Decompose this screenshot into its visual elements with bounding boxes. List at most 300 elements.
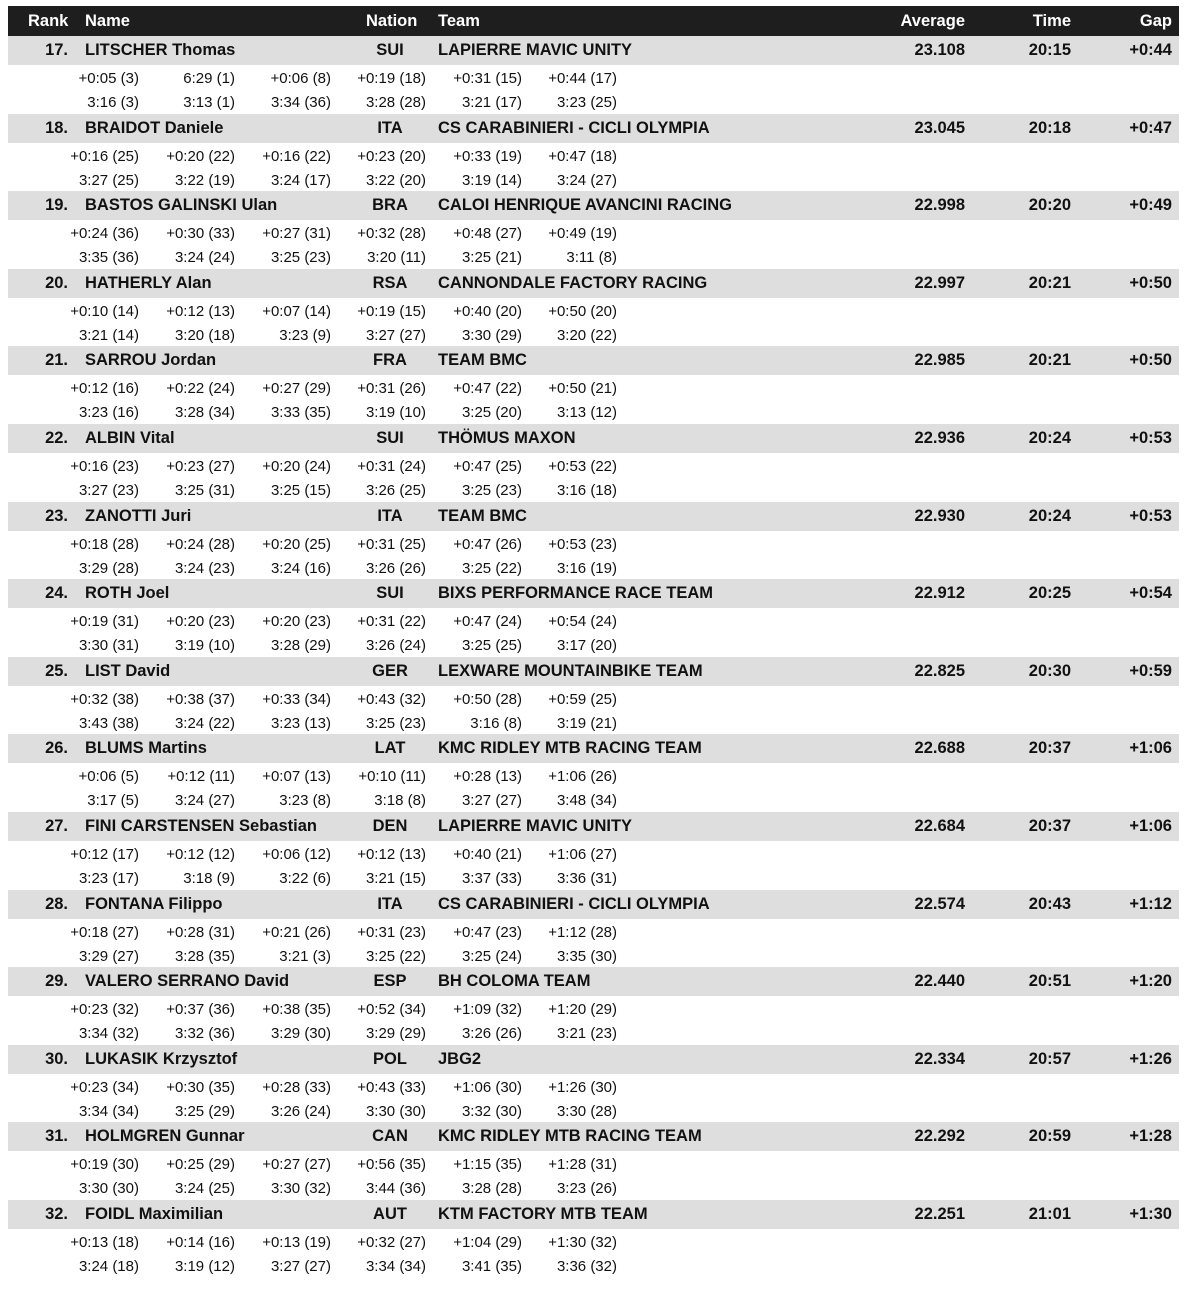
split-gap: +0:23 (34) xyxy=(70,1078,139,1096)
lap-time: 3:11 (8) xyxy=(566,249,617,267)
lap-time: 3:21 (23) xyxy=(556,1025,617,1043)
rider-time: 20:18 xyxy=(1028,118,1071,137)
table-row xyxy=(8,424,1179,453)
rider-team: CS CARABINIERI - CICLI OLYMPIA xyxy=(438,118,710,137)
rider-nation: LAT xyxy=(374,739,406,758)
rider-name: FONTANA Filippo xyxy=(85,894,223,913)
lap-time: 3:35 (30) xyxy=(556,947,617,965)
lap-time: 3:48 (34) xyxy=(556,792,617,810)
lap-time: 3:24 (18) xyxy=(78,1257,139,1275)
lap-time: 3:44 (36) xyxy=(365,1180,426,1198)
split-gap: +0:31 (22) xyxy=(357,613,426,631)
lap-time: 3:21 (17) xyxy=(461,94,522,111)
lap-time: 3:25 (22) xyxy=(461,559,522,577)
header-team: Team xyxy=(438,12,480,30)
lap-time: 3:18 (8) xyxy=(374,792,426,810)
rider-rank: 31. xyxy=(45,1127,68,1146)
rider-name: SARROU Jordan xyxy=(85,351,217,370)
rider-average: 22.251 xyxy=(914,1204,965,1223)
table-row xyxy=(8,812,1179,841)
lap-time: 3:30 (31) xyxy=(78,637,139,655)
split-gap: +0:49 (19) xyxy=(548,225,617,243)
rider-time: 20:37 xyxy=(1028,816,1071,835)
split-gap: +0:23 (27) xyxy=(166,457,235,475)
rider-team: KMC RIDLEY MTB RACING TEAM xyxy=(438,1127,702,1146)
lap-time: 3:13 (12) xyxy=(556,404,617,422)
lap-time: 3:36 (31) xyxy=(556,869,617,887)
rider-team: CALOI HENRIQUE AVANCINI RACING xyxy=(438,196,732,215)
rider-splits xyxy=(8,919,1179,967)
split-gap: +1:06 (30) xyxy=(453,1078,522,1096)
rider-nation: DEN xyxy=(372,816,408,835)
rider-splits xyxy=(8,65,1179,113)
lap-time: 3:27 (23) xyxy=(78,481,139,499)
split-gap: +0:16 (22) xyxy=(262,147,331,165)
rider-time: 20:15 xyxy=(1028,41,1071,59)
split-gap: +0:06 (12) xyxy=(262,845,331,863)
rider-entry xyxy=(8,346,1179,424)
lap-time: 3:24 (23) xyxy=(174,559,235,577)
rider-rank: 19. xyxy=(45,196,68,215)
lap-time: 3:23 (25) xyxy=(556,94,617,111)
rider-splits xyxy=(8,763,1179,811)
rider-nation: CAN xyxy=(372,1127,408,1146)
rider-splits xyxy=(8,298,1179,346)
lap-time: 3:17 (20) xyxy=(556,637,617,655)
rider-average: 22.985 xyxy=(914,351,965,370)
split-gap: +1:09 (32) xyxy=(453,1001,522,1019)
rider-splits xyxy=(8,608,1179,656)
split-gap: +0:12 (16) xyxy=(70,380,139,398)
rider-team: CANNONDALE FACTORY RACING xyxy=(438,273,708,292)
split-gap: +0:27 (29) xyxy=(262,380,331,398)
rider-name: HOLMGREN Gunnar xyxy=(85,1127,245,1146)
rider-rank: 18. xyxy=(45,118,68,137)
rider-average: 23.045 xyxy=(914,118,965,137)
split-gap: +0:21 (26) xyxy=(262,923,331,941)
split-gap: +0:31 (23) xyxy=(357,923,426,941)
rider-name: VALERO SERRANO David xyxy=(85,972,290,991)
rider-gap: +1:20 xyxy=(1129,972,1172,991)
rider-entry xyxy=(8,734,1179,812)
rider-entry xyxy=(8,1045,1179,1123)
rider-rank: 23. xyxy=(45,506,68,525)
rider-average: 22.688 xyxy=(914,739,965,758)
lap-time: 3:25 (15) xyxy=(270,481,331,499)
rider-name: ZANOTTI Juri xyxy=(85,506,192,525)
lap-time: 3:23 (16) xyxy=(78,404,139,422)
rider-team: LAPIERRE MAVIC UNITY xyxy=(438,816,633,835)
split-gap: +0:07 (14) xyxy=(262,302,331,320)
lap-time: 3:26 (24) xyxy=(270,1102,331,1120)
split-gap: +0:20 (24) xyxy=(262,457,331,475)
split-gap: +0:22 (24) xyxy=(166,380,235,398)
split-gap: +0:19 (30) xyxy=(70,1156,139,1174)
lap-time: 3:28 (28) xyxy=(365,94,426,111)
lap-time: 3:24 (24) xyxy=(174,249,235,267)
lap-time: 3:24 (27) xyxy=(556,171,617,189)
lap-time: 3:28 (34) xyxy=(174,404,235,422)
lap-time: 3:22 (6) xyxy=(279,869,331,887)
rider-name: ALBIN Vital xyxy=(85,428,175,447)
rider-rank: 24. xyxy=(45,584,68,603)
lap-time: 3:34 (34) xyxy=(365,1257,426,1275)
split-gap: +0:54 (24) xyxy=(548,613,617,631)
rider-time: 20:30 xyxy=(1028,661,1071,680)
lap-time: 3:27 (27) xyxy=(461,792,522,810)
rider-gap: +0:47 xyxy=(1129,118,1172,137)
lap-time: 3:37 (33) xyxy=(461,869,522,887)
rider-nation: POL xyxy=(373,1049,407,1068)
split-gap: +0:19 (31) xyxy=(70,613,139,631)
rider-entry xyxy=(8,191,1179,269)
split-gap: +1:20 (29) xyxy=(548,1001,617,1019)
split-gap: +1:30 (32) xyxy=(548,1233,617,1251)
rider-gap: +0:50 xyxy=(1129,273,1172,292)
split-gap: +0:20 (23) xyxy=(262,613,331,631)
rider-gap: +1:28 xyxy=(1129,1127,1172,1146)
rider-gap: +0:49 xyxy=(1129,196,1172,215)
rider-average: 22.292 xyxy=(914,1127,965,1146)
lap-time: 3:17 (5) xyxy=(87,792,139,810)
rider-name: LITSCHER Thomas xyxy=(85,41,236,59)
table-row xyxy=(8,114,1179,143)
split-gap: +0:12 (13) xyxy=(357,845,426,863)
lap-time: 3:29 (27) xyxy=(78,947,139,965)
rider-splits xyxy=(8,531,1179,579)
split-gap: +0:12 (13) xyxy=(166,302,235,320)
rider-team: BIXS PERFORMANCE RACE TEAM xyxy=(438,584,714,603)
table-row xyxy=(8,502,1179,531)
split-gap: +0:06 (8) xyxy=(270,70,331,87)
rider-name: BASTOS GALINSKI Ulan xyxy=(85,196,278,215)
rider-average: 22.997 xyxy=(914,273,965,292)
rider-average: 22.684 xyxy=(914,816,965,835)
rider-time: 20:20 xyxy=(1028,196,1071,215)
split-gap: +0:27 (31) xyxy=(262,225,331,243)
lap-time: 3:24 (22) xyxy=(174,714,235,732)
rider-entry xyxy=(8,657,1179,735)
rider-average: 22.912 xyxy=(914,584,965,603)
lap-time: 3:16 (19) xyxy=(556,559,617,577)
rider-gap: +0:59 xyxy=(1129,661,1172,680)
lap-time: 3:24 (17) xyxy=(270,171,331,189)
rider-gap: +1:12 xyxy=(1129,894,1172,913)
rider-rank: 30. xyxy=(45,1049,68,1068)
lap-time: 3:19 (14) xyxy=(461,171,522,189)
split-gap: +1:26 (30) xyxy=(548,1078,617,1096)
split-gap: +0:33 (19) xyxy=(453,147,522,165)
lap-time: 3:16 (8) xyxy=(470,714,522,732)
split-gap: +0:32 (38) xyxy=(70,690,139,708)
lap-time: 3:30 (30) xyxy=(78,1180,139,1198)
rider-entry xyxy=(8,1122,1179,1200)
split-gap: +0:16 (23) xyxy=(70,457,139,475)
rider-team: LAPIERRE MAVIC UNITY xyxy=(438,41,633,59)
table-row xyxy=(8,1200,1179,1229)
rider-nation: SUI xyxy=(376,428,404,447)
lap-time: 3:28 (29) xyxy=(270,637,331,655)
rider-gap: +0:50 xyxy=(1129,351,1172,370)
rider-nation: SUI xyxy=(376,41,404,59)
split-gap: +0:31 (24) xyxy=(357,457,426,475)
rider-gap: +0:53 xyxy=(1129,428,1172,447)
table-row xyxy=(8,579,1179,608)
rider-splits xyxy=(8,996,1179,1044)
rider-nation: SUI xyxy=(376,584,404,603)
rider-name: BRAIDOT Daniele xyxy=(85,118,224,137)
rider-time: 20:43 xyxy=(1028,894,1071,913)
rider-time: 20:37 xyxy=(1028,739,1071,758)
rider-rank: 29. xyxy=(45,972,68,991)
rider-splits xyxy=(8,841,1179,889)
split-gap: +0:14 (16) xyxy=(166,1233,235,1251)
table-row xyxy=(8,657,1179,686)
rider-rank: 32. xyxy=(45,1204,68,1223)
lap-time: 3:29 (30) xyxy=(270,1025,331,1043)
rider-name: ROTH Joel xyxy=(85,584,170,603)
rider-time: 20:24 xyxy=(1028,506,1071,525)
split-gap: +1:15 (35) xyxy=(453,1156,522,1174)
rider-splits xyxy=(8,1074,1179,1122)
lap-time: 3:30 (30) xyxy=(365,1102,426,1120)
rider-nation: ESP xyxy=(373,972,407,991)
lap-time: 3:25 (29) xyxy=(174,1102,235,1120)
rider-list xyxy=(8,36,1179,1278)
rider-splits xyxy=(8,375,1179,423)
lap-time: 3:13 (1) xyxy=(183,94,235,111)
lap-time: 3:20 (11) xyxy=(367,249,426,267)
rider-entry xyxy=(8,424,1179,502)
lap-time: 3:36 (32) xyxy=(556,1257,617,1275)
rider-entry xyxy=(8,967,1179,1045)
lap-time: 3:28 (35) xyxy=(174,947,235,965)
header-average: Average xyxy=(900,12,965,30)
rider-name: HATHERLY Alan xyxy=(85,273,212,292)
split-gap: +0:28 (31) xyxy=(166,923,235,941)
lap-time: 3:24 (25) xyxy=(174,1180,235,1198)
header-time: Time xyxy=(1032,12,1071,30)
rider-entry xyxy=(8,579,1179,657)
lap-time: 3:25 (31) xyxy=(174,481,235,499)
rider-time: 20:57 xyxy=(1028,1049,1071,1068)
split-gap: +0:28 (33) xyxy=(262,1078,331,1096)
lap-time: 3:20 (22) xyxy=(556,326,617,344)
lap-time: 3:41 (35) xyxy=(461,1257,522,1275)
rider-name: LIST David xyxy=(85,661,171,680)
lap-time: 3:30 (29) xyxy=(461,326,522,344)
lap-time: 3:27 (27) xyxy=(270,1257,331,1275)
split-gap: +0:38 (35) xyxy=(262,1001,331,1019)
split-gap: +0:20 (25) xyxy=(262,535,331,553)
rider-nation: ITA xyxy=(377,894,403,913)
rider-team: THÖMUS MAXON xyxy=(438,428,576,447)
lap-time: 3:29 (28) xyxy=(78,559,139,577)
rider-average: 22.936 xyxy=(914,428,965,447)
lap-time: 3:25 (24) xyxy=(461,947,522,965)
rider-team: CS CARABINIERI - CICLI OLYMPIA xyxy=(438,894,710,913)
split-gap: +0:48 (27) xyxy=(453,225,522,243)
split-gap: +0:33 (34) xyxy=(262,690,331,708)
rider-time: 20:21 xyxy=(1028,351,1071,370)
split-gap: +0:37 (36) xyxy=(166,1001,235,1019)
lap-time: 3:20 (18) xyxy=(174,326,235,344)
rider-name: FINI CARSTENSEN Sebastian xyxy=(85,816,317,835)
rider-time: 20:25 xyxy=(1028,584,1071,603)
lap-time: 3:32 (30) xyxy=(461,1102,522,1120)
split-gap: +0:53 (22) xyxy=(548,457,617,475)
split-gap: +0:50 (21) xyxy=(548,380,617,398)
rider-splits xyxy=(8,686,1179,734)
split-gap: +0:50 (28) xyxy=(453,690,522,708)
rider-nation: FRA xyxy=(373,351,407,370)
rider-team: KTM FACTORY MTB TEAM xyxy=(438,1204,648,1223)
rider-rank: 22. xyxy=(45,428,68,447)
split-gap: +0:30 (35) xyxy=(166,1078,235,1096)
lap-time: 3:24 (16) xyxy=(270,559,331,577)
split-gap: +0:19 (18) xyxy=(357,70,426,87)
table-row xyxy=(8,191,1179,220)
lap-time: 3:29 (29) xyxy=(365,1025,426,1043)
lap-time: 3:27 (25) xyxy=(78,171,139,189)
split-gap: +0:13 (18) xyxy=(70,1233,139,1251)
table-header xyxy=(8,6,1179,36)
lap-time: 3:33 (35) xyxy=(270,404,331,422)
header-rank: Rank xyxy=(28,12,69,30)
rider-gap: +0:53 xyxy=(1129,506,1172,525)
rider-entry xyxy=(8,114,1179,192)
split-gap: +1:12 (28) xyxy=(548,923,617,941)
split-gap: +0:32 (28) xyxy=(357,225,426,243)
split-gap: +0:40 (20) xyxy=(453,302,522,320)
lap-time: 3:26 (24) xyxy=(365,637,426,655)
lap-time: 3:23 (8) xyxy=(279,792,331,810)
lap-time: 3:24 (27) xyxy=(174,792,235,810)
split-gap: +0:44 (17) xyxy=(548,70,617,87)
rider-name: BLUMS Martins xyxy=(85,739,207,758)
table-row xyxy=(8,1045,1179,1074)
rider-time: 21:01 xyxy=(1028,1204,1071,1223)
table-row xyxy=(8,36,1179,65)
rider-time: 20:59 xyxy=(1028,1127,1071,1146)
split-gap: +0:50 (20) xyxy=(548,302,617,320)
split-gap: +0:25 (29) xyxy=(166,1156,235,1174)
rider-gap: +1:06 xyxy=(1129,739,1172,758)
split-gap: +1:04 (29) xyxy=(453,1233,522,1251)
rider-gap: +0:54 xyxy=(1129,584,1172,603)
split-gap: +0:47 (25) xyxy=(453,457,522,475)
rider-nation: BRA xyxy=(372,196,408,215)
lap-time: 3:27 (27) xyxy=(365,326,426,344)
rider-time: 20:51 xyxy=(1028,972,1071,991)
split-gap: +0:24 (36) xyxy=(70,225,139,243)
split-gap: +0:31 (25) xyxy=(357,535,426,553)
split-gap: +0:32 (27) xyxy=(357,1233,426,1251)
rider-nation: ITA xyxy=(377,506,403,525)
split-gap: +0:43 (33) xyxy=(357,1078,426,1096)
split-gap: +0:31 (26) xyxy=(357,380,426,398)
split-gap: +0:06 (5) xyxy=(78,768,139,786)
rider-rank: 21. xyxy=(45,351,68,370)
rider-gap: +1:06 xyxy=(1129,816,1172,835)
rider-average: 22.930 xyxy=(914,506,965,525)
rider-team: TEAM BMC xyxy=(438,351,527,370)
rider-nation: AUT xyxy=(373,1204,407,1223)
lap-time: 3:19 (21) xyxy=(556,714,617,732)
split-gap: +0:52 (34) xyxy=(357,1001,426,1019)
results-table xyxy=(8,6,1179,1278)
split-gap: +0:28 (13) xyxy=(453,768,522,786)
rider-rank: 20. xyxy=(45,273,68,292)
lap-time: 3:25 (20) xyxy=(461,404,522,422)
lap-time: 3:34 (36) xyxy=(270,94,331,111)
split-gap: +0:05 (3) xyxy=(78,70,139,87)
rider-nation: ITA xyxy=(377,118,403,137)
rider-time: 20:21 xyxy=(1028,273,1071,292)
rider-nation: GER xyxy=(372,661,408,680)
lap-time: 3:34 (34) xyxy=(78,1102,139,1120)
rider-rank: 28. xyxy=(45,894,68,913)
rider-team: LEXWARE MOUNTAINBIKE TEAM xyxy=(438,661,703,680)
rider-entry xyxy=(8,269,1179,347)
split-gap: +0:23 (32) xyxy=(70,1001,139,1019)
rider-gap: +1:26 xyxy=(1129,1049,1172,1068)
rider-rank: 25. xyxy=(45,661,68,680)
lap-time: 3:19 (10) xyxy=(365,404,426,422)
rider-average: 22.440 xyxy=(914,972,965,991)
lap-time: 3:23 (13) xyxy=(270,714,331,732)
table-row xyxy=(8,346,1179,375)
table-row xyxy=(8,967,1179,996)
lap-time: 3:25 (25) xyxy=(461,637,522,655)
split-gap: +0:10 (14) xyxy=(70,302,139,320)
lap-time: 3:16 (18) xyxy=(556,481,617,499)
split-gap: +0:56 (35) xyxy=(357,1156,426,1174)
lap-time: 3:19 (10) xyxy=(174,637,235,655)
lap-time: 3:23 (17) xyxy=(78,869,139,887)
table-row xyxy=(8,734,1179,763)
split-gap: +0:10 (11) xyxy=(358,768,426,786)
lap-time: 3:25 (23) xyxy=(461,481,522,499)
rider-splits xyxy=(8,453,1179,501)
rider-name: LUKASIK Krzysztof xyxy=(85,1049,238,1068)
rider-splits xyxy=(8,1229,1179,1277)
rider-splits xyxy=(8,1151,1179,1199)
split-gap: +0:19 (15) xyxy=(357,302,426,320)
split-gap: 6:29 (1) xyxy=(183,70,235,87)
rider-time: 20:24 xyxy=(1028,428,1071,447)
lap-time: 3:25 (23) xyxy=(365,714,426,732)
lap-time: 3:43 (38) xyxy=(78,714,139,732)
lap-time: 3:23 (26) xyxy=(556,1180,617,1198)
lap-time: 3:25 (23) xyxy=(270,249,331,267)
split-gap: +0:47 (23) xyxy=(453,923,522,941)
lap-time: 3:28 (28) xyxy=(461,1180,522,1198)
header-gap: Gap xyxy=(1139,12,1172,30)
rider-rank: 17. xyxy=(45,41,68,59)
split-gap: +0:12 (11) xyxy=(167,768,235,786)
lap-time: 3:34 (32) xyxy=(78,1025,139,1043)
rider-splits xyxy=(8,220,1179,268)
rider-gap: +0:44 xyxy=(1129,41,1172,59)
rider-average: 22.998 xyxy=(914,196,965,215)
rider-average: 22.334 xyxy=(914,1049,965,1068)
split-gap: +1:28 (31) xyxy=(548,1156,617,1174)
lap-time: 3:26 (26) xyxy=(461,1025,522,1043)
lap-time: 3:26 (26) xyxy=(365,559,426,577)
split-gap: +1:06 (26) xyxy=(548,768,617,786)
split-gap: +0:13 (19) xyxy=(262,1233,331,1251)
